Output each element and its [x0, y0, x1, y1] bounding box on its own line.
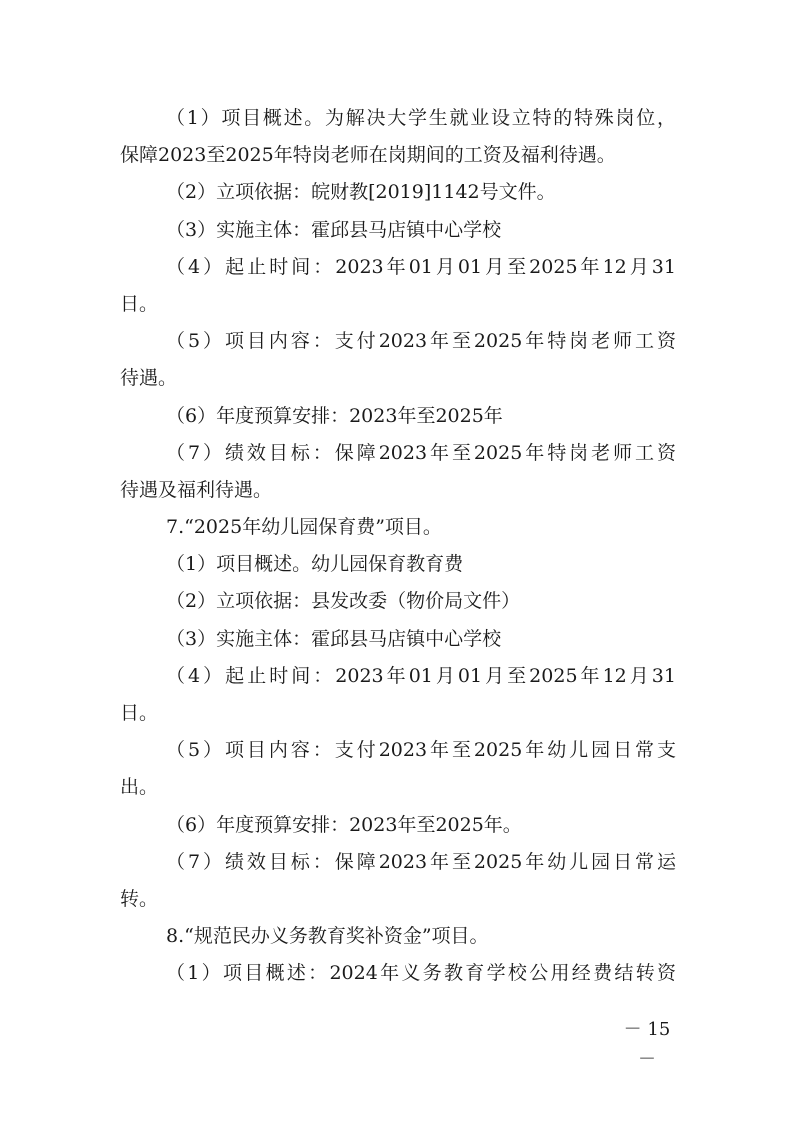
text-line: （1）项目概述。幼儿园保育教育费 — [166, 553, 464, 576]
text-line: 待遇及福利待遇。 — [120, 478, 273, 501]
text-line: （3）实施主体：霍邱县马店镇中心学校 — [166, 627, 502, 650]
text-line: 转。 — [120, 887, 159, 910]
text-line: （1）项目概述：2024年义务教育学校公用经费结转资 — [166, 962, 676, 985]
text-line: 日。 — [120, 292, 159, 315]
text-line: （2）立项依据：皖财教[2019]1142号文件。 — [166, 181, 556, 204]
text-line: （2）立项依据：县发改委（物价局文件） — [166, 590, 521, 613]
text-line: 待遇。 — [120, 367, 178, 390]
section-heading: 8.“规范民办义务教育奖补资金”项目。 — [166, 925, 489, 948]
page-number: － 15 － — [623, 1019, 671, 1070]
text-line: 保障2023至2025年特岗老师在岗期间的工资及福利待遇。 — [120, 144, 616, 167]
text-line: （7）绩效目标：保障2023年至2025年幼儿园日常运 — [166, 850, 676, 873]
text-line: 日。 — [120, 702, 159, 724]
text-line: （4）起止时间：2023年01月01月至2025年12月31 — [166, 664, 676, 687]
text-line: （5）项目内容：支付2023年至2025年特岗老师工资 — [166, 330, 676, 353]
text-line: （5）项目内容：支付2023年至2025年幼儿园日常支 — [166, 739, 676, 762]
text-line: （1）项目概述。为解决大学生就业设立特的特殊岗位， — [166, 107, 676, 129]
document-body — [120, 100, 676, 993]
text-line: （6）年度预算安排：2023年至2025年。 — [166, 813, 522, 836]
text-line: 出。 — [120, 776, 159, 799]
text-line: （6）年度预算安排：2023年至2025年 — [166, 404, 503, 427]
text-line: （7）绩效目标：保障2023年至2025年特岗老师工资 — [166, 441, 676, 464]
section-heading: 7.“2025年幼儿园保育费”项目。 — [166, 516, 442, 539]
text-line: （4）起止时间：2023年01月01月至2025年12月31 — [166, 255, 676, 278]
text-line: （3）实施主体：霍邱县马店镇中心学校 — [166, 218, 502, 241]
